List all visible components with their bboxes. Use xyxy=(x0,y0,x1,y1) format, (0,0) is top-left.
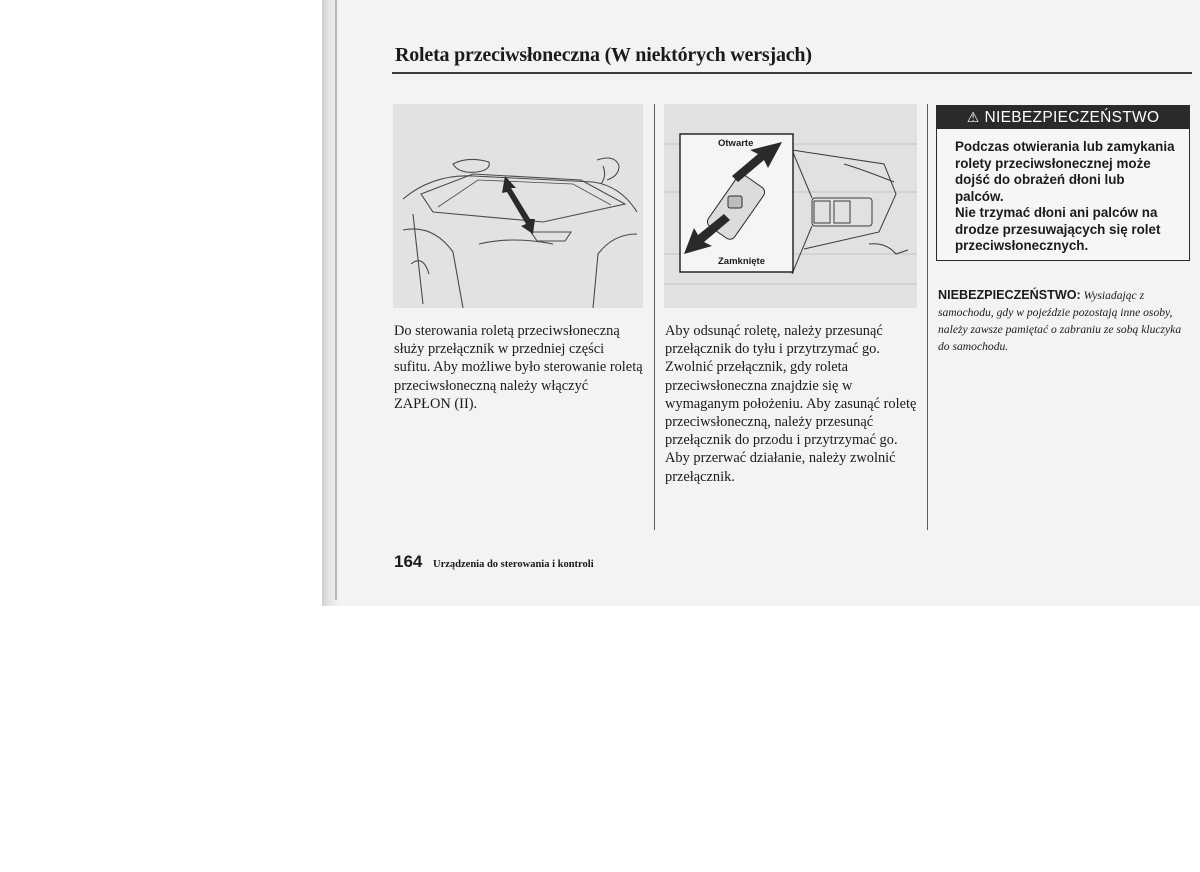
switch-label-open: Otwarte xyxy=(718,138,754,149)
sunshade-interior-illustration xyxy=(393,104,643,308)
middle-column-text: Aby odsunąć roletę, należy przesunąć przełącznik do tyłu i przytrzymać go. Zwolnić przełącznik, gdy roleta przeciwsłoneczna znajdzie się w wymaganym położeniu. Aby zasunąć roletę przeciwsłoneczną, należy przesunąć przełącznik do przodu i przytrzymać go. Aby przerwać działanie, należy zwolnić przełącznik. xyxy=(665,323,917,485)
column-divider-1 xyxy=(654,104,655,530)
column-divider-2 xyxy=(927,104,928,530)
binding-edge-line xyxy=(335,0,337,600)
danger-note xyxy=(938,287,1193,355)
danger-warning-box xyxy=(936,105,1190,261)
warning-triangle-icon: ⚠ xyxy=(966,109,980,125)
switch-label-closed: Zamknięte xyxy=(718,256,765,267)
sunshade-switch-illustration xyxy=(664,104,917,308)
note-text: Wysiadając z samochodu, gdy w pojeździe pozostają inne osoby, należy zawsze pamiętać o zabraniu ze sobą kluczyka do samochodu. xyxy=(938,289,1182,353)
note-label: NIEBEZPIECZEŃSTWO: xyxy=(938,288,1081,302)
warning-paragraph-2: Nie trzymać dłoni ani palców na drodze przesuwających się rolet przeciwsłonecznych. xyxy=(955,205,1161,254)
title-divider xyxy=(392,72,1192,74)
warning-paragraph-1: Podczas otwierania lub zamykania rolety przeciwsłonecznej może dojść do obrażeń dłoni lub palców. xyxy=(955,139,1175,204)
section-title: Urządzenia do sterowania i kontroli xyxy=(433,559,594,570)
warning-header xyxy=(937,106,1189,129)
page-title: Roleta przeciwsłoneczna (W niektórych wersjach) xyxy=(395,44,812,66)
warning-heading: NIEBEZPIECZEŃSTWO xyxy=(984,109,1160,126)
page-spine-shadow xyxy=(322,0,340,606)
left-column-text: Do sterowania roletą przeciwsłoneczną służy przełącznik w przedniej części sufitu. Aby możliwe było sterowanie roletą przeciwsłoneczną należy włączyć ZAPŁON (II). xyxy=(394,323,643,412)
page-number: 164 xyxy=(394,552,423,571)
